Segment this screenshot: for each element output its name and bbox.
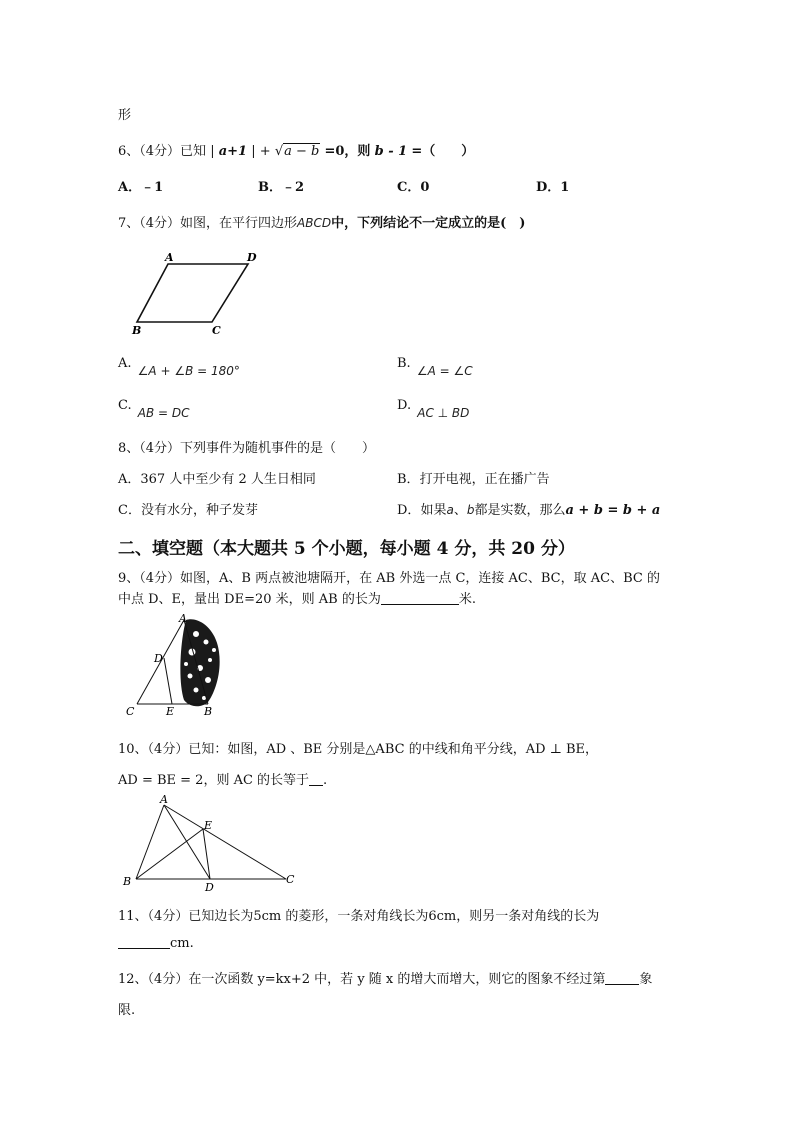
question-9-line-1: 9、（4分）如图，A、B 两点被池塘隔开，在 AB 外选一点 C，连接 AC、BC，取 AC、BC 的 (118, 571, 660, 586)
label-a: A (160, 793, 168, 806)
q6-abs-close: | (251, 144, 256, 159)
section-2-title: 二、填空题（本大题共 5 个小题，每小题 4 分，共 20 分） (118, 539, 575, 559)
question-12-line-1: 12、（4分）在一次函数 y=kx+2 中，若 y 随 x 的增大而增大，则它的图象不经过第 象 (118, 972, 653, 987)
label-b: B (204, 705, 213, 718)
q9-answer-blank[interactable] (381, 592, 459, 605)
q6-sqrt (275, 144, 321, 159)
label-d: D (154, 652, 163, 665)
question-10-line-1: 10、（4分）已知：如图，AD 、BE 分别是△ABC 的中线和角平分线，AD ⊥ BE， (118, 742, 599, 757)
label-e: E (204, 819, 213, 832)
label-d: D (205, 881, 214, 893)
triangle-figure (120, 793, 310, 893)
parallelogram-shape (137, 264, 248, 322)
line-be (136, 829, 203, 879)
line-de (164, 658, 172, 704)
label-c: C (286, 873, 295, 886)
q11-answer-blank[interactable] (118, 936, 170, 949)
line-ed (203, 829, 210, 879)
q8-option-d: D．如果a、b都是实数，那么a + b = b + a (397, 503, 661, 518)
q6-option-b: B．﹣2 (258, 180, 305, 195)
label-a: A (179, 612, 187, 625)
q6-tail: =0，则 (324, 144, 371, 159)
question-9-line-2: 中点 D、E，量出 DE=20 米，则 AB 的长为 米. (118, 592, 477, 607)
line-ad (164, 805, 213, 879)
question-11-line-2: cm. (118, 936, 194, 951)
q7-text-post: 中，下列结论不一定成立的是( ) (331, 216, 526, 231)
line-ab (136, 805, 164, 879)
continued-text: 形 (118, 108, 132, 123)
question-10-line-2: AD = BE = 2，则 AC 的长等于 . (118, 773, 328, 788)
q6-b-minus: b - 1 (374, 144, 408, 159)
q6-plus: + (259, 144, 271, 159)
label-b: B (123, 875, 132, 888)
q6-number: 6、（4分）已知 (118, 144, 207, 159)
question-12-line-2: 限. (118, 1003, 136, 1018)
q7-text-pre: 7、（4分）如图，在平行四边形 (118, 216, 298, 231)
label-a: A (165, 251, 174, 264)
q7-option-d: D. AC ⊥ BD (397, 398, 470, 420)
question-8: 8、（4分）下列事件为随机事件的是（ ） (118, 441, 376, 456)
q7-option-c: C. AB = DC (118, 398, 190, 420)
label-d: D (247, 251, 257, 264)
q6-end: =（ ） (411, 144, 475, 159)
question-11-line-1: 11、（4分）已知边长为5cm 的菱形，一条对角线长为6cm，则另一条对角线的长为 (118, 909, 600, 924)
q8-option-c: C．没有水分，种子发芽 (118, 503, 258, 518)
q6-abs-open: | (210, 144, 215, 159)
q8-option-a: A．367 人中至少有 2 人生日相同 (118, 472, 316, 487)
q6-option-c: C．0 (397, 180, 430, 195)
label-c: C (212, 324, 221, 337)
label-b: B (132, 324, 142, 337)
q8-option-b: B．打开电视，正在播广告 (397, 472, 550, 487)
q6-option-a: A．﹣1 (118, 180, 164, 195)
q6-a-plus-1: a+1 (218, 144, 248, 159)
parallelogram-figure (128, 250, 268, 340)
line-ac (164, 805, 286, 879)
q7-shape: ABCD (297, 216, 332, 230)
q12-answer-blank[interactable] (605, 972, 639, 985)
q6-option-d: D．1 (536, 180, 570, 195)
q7-option-b: B. ∠A = ∠C (397, 356, 473, 378)
sqrt-sign-icon: √ (274, 144, 284, 159)
q7-option-a: A. ∠A + ∠B = 180° (118, 356, 240, 378)
label-c: C (126, 705, 135, 718)
q10-answer-blank[interactable] (309, 773, 323, 786)
label-e: E (166, 705, 175, 718)
question-6 (118, 140, 474, 159)
q6-sqrt-content: a − b (284, 144, 320, 159)
pond-figure (124, 612, 224, 722)
question-7 (118, 212, 525, 231)
